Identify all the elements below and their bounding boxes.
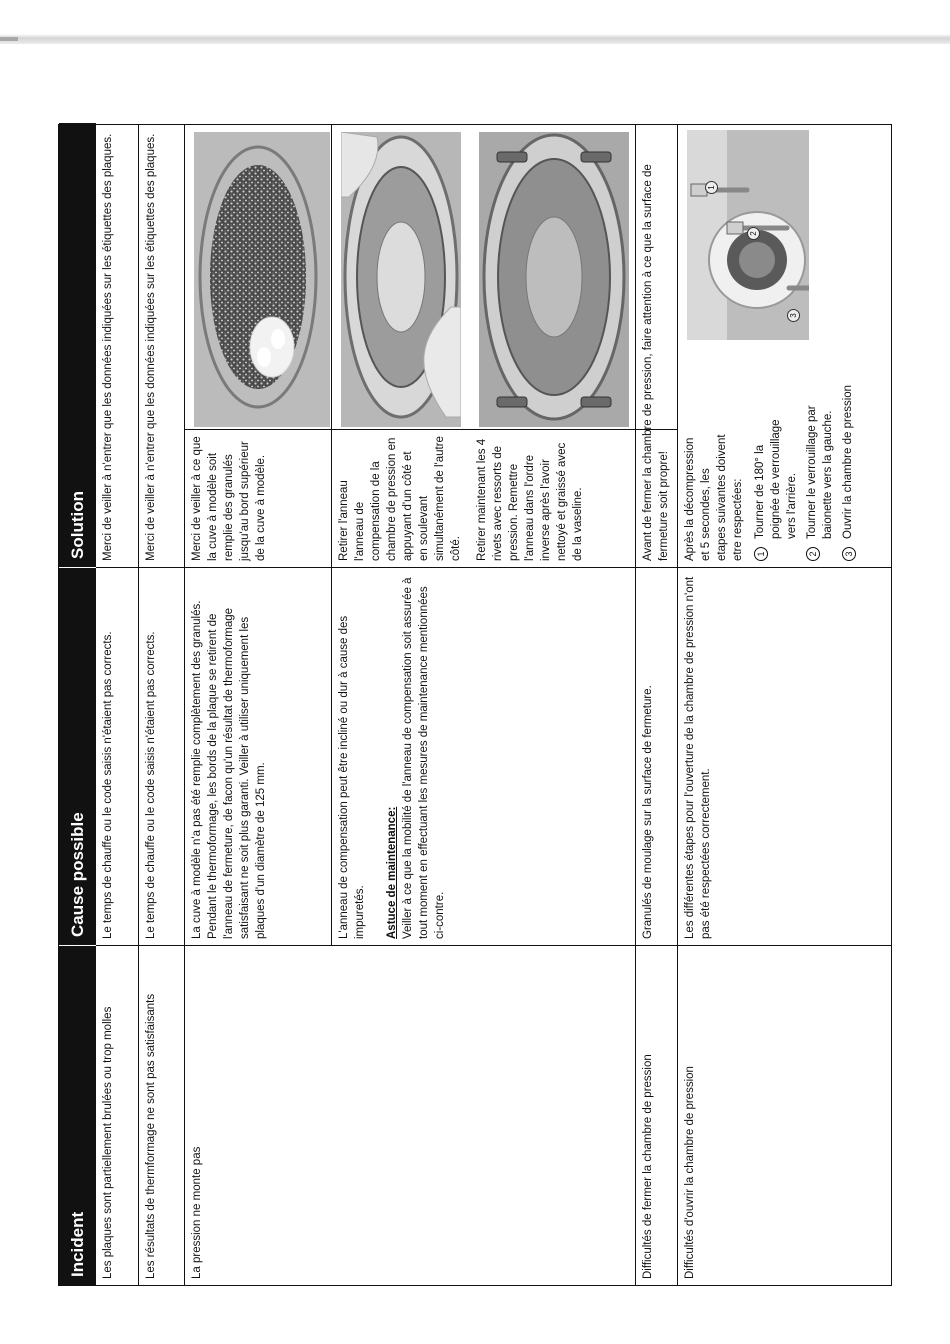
row2-incident: Les résultats de thermformage ne sont pas satisfaisants <box>145 993 157 1279</box>
step-number: 3 <box>842 547 856 561</box>
row2-cause: Le temps de chauffe ou le code saisis n'étaient pas corrects. <box>145 631 157 939</box>
header-incident: Incident <box>59 946 96 1285</box>
pressure-rivets-photo <box>479 132 629 427</box>
step-number: 1 <box>754 547 768 561</box>
row6-solution <box>678 347 893 567</box>
row1-cause: Le temps de chauffe ou le code saisis n'étaient pas corrects. <box>102 631 114 939</box>
compensation-ring-removal-photo <box>341 132 461 427</box>
maintenance-tip-text: Veiller à ce que la mobilité de l'anneau de compensation soit assurée à tout moment en effectuant les mesures de maintenance mentionnées ci-contre. <box>402 577 446 939</box>
table-frame <box>58 124 892 1286</box>
row6-solution-intro: Après la décompression et 5 secondes, les etapes suivantes doivent etre respectées: <box>684 434 744 561</box>
row4-solution-text-1: Retirer l'anneau l'anneau de compensation de la chambre de pression en appuyant d'un côté et en soulevant simultanément de l'autre côté. <box>338 436 462 561</box>
row5-solution: Avant de fermer la chambre de pression, faire attention à ce que la surface de fermeture soit propre! <box>642 164 670 561</box>
header-cause: Cause possible <box>59 568 96 945</box>
row5-incident: Difficultés de fermer la chambre de pression <box>642 1054 654 1279</box>
ring-removal-illustration <box>341 132 461 427</box>
maintenance-tip-title: Astuce de maintenance: <box>386 806 398 939</box>
row4-cause-text: L'anneau de compensation peut être incliné ou dur à cause des impuretés. <box>338 615 366 939</box>
step-2 <box>804 353 836 561</box>
model-tray-photo <box>194 132 330 427</box>
row6-cause: Les différentes étapes pour l'ouverture de la chambre de pression n'ont pas été respectées correctement. <box>684 576 712 939</box>
row4-solution-text-2: Retirer maintenant les 4 rivets avec ressorts de pression. Remettre l'anneau dans l'ordre inverse après l'avoir nettoyé et graissé avec de la vaseline. <box>476 438 584 561</box>
top-bar <box>0 0 950 44</box>
row1-solution: Merci de veiller à n'entrer que les données indiquées sur les étiquettes des plaques. <box>102 133 114 561</box>
rivets-illustration <box>479 132 629 427</box>
row4-solution <box>332 430 635 567</box>
row3-solution: Merci de veiller à ce que la cuve à modèle soit remplie des granulés jusqu'au bord supérieur de la cuve à modèle. <box>191 436 267 561</box>
row1-incident: Les plaques sont partiellement brulées ou trop molles <box>102 1006 114 1279</box>
step-text: Ouvrir la chambre de pression <box>842 384 854 539</box>
pressure-chamber-photo <box>687 130 809 340</box>
photo-label-1: 1 <box>705 181 718 194</box>
step-3 <box>840 353 856 561</box>
row4-cause <box>332 568 635 945</box>
model-tray-illustration <box>194 132 330 427</box>
row3-incident: La pression ne monte pas <box>191 1146 203 1279</box>
step-text: Tourner le verrouillage par baionette vers la gauche. <box>806 405 834 539</box>
step-number: 2 <box>806 547 820 561</box>
step-1 <box>752 353 800 561</box>
photo-label-3: 3 <box>787 309 800 322</box>
row3-cause: La cuve à modèle n'a pas été remplie complètement des granulés. Pendant le thermoformage, les bords de la plaque se retirent de l'anneau de fermeture, de facon qu'un résultat de thermoformage satisfaisant ne soit plus garanti. Veiller à utiliser uniquement les plaques d'un diamètre de 125 mm. <box>191 600 267 939</box>
step-text: Tourner de 180° la poignée de verrouillage vers l'arrière. <box>754 419 798 539</box>
row5-cause: Granulés de moulage sur la surface de fermeture. <box>642 685 654 939</box>
troubleshooting-table <box>58 124 892 1286</box>
header-solution: Solution <box>59 123 96 567</box>
row2-solution: Merci de veiller à n'entrer que les données indiquées sur les étiquettes des plaques. <box>145 133 157 561</box>
row6-incident: Difficultés d'ouvrir la chambre de pression <box>684 1066 696 1279</box>
photo-label-2: 2 <box>747 227 760 240</box>
top-bar-mark <box>0 37 18 41</box>
